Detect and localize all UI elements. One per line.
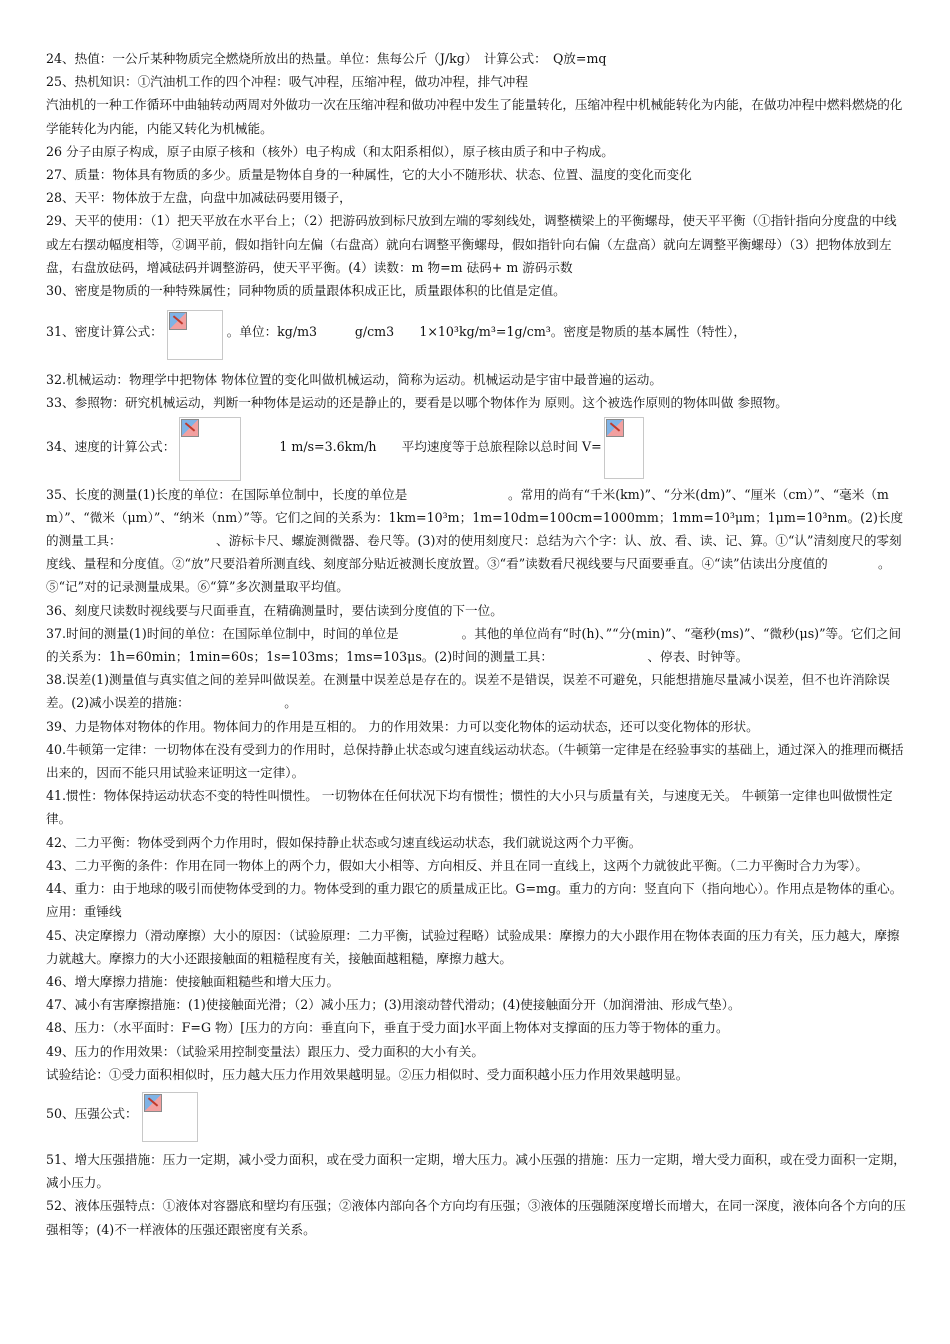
- item-52: 52、液体压强特点：①液体对容器底和壁均有压强；②液体内部向各个方向均有压强；③液体的压强随深度增长而增大，在同一深度，液体向各个方向的压强相等；(4)不一样液体的压强还跟密度有关系。: [46, 1198, 906, 1237]
- item-50-label: 50、压强公式：: [46, 1105, 138, 1121]
- item-26: 26 分子由原子构成，原子由原子核和（核外）电子构成（和太阳系相似），原子核由质子和中子构成。: [46, 143, 614, 159]
- broken-image-icon: [181, 419, 199, 437]
- speed-formula-image: [179, 417, 241, 481]
- item-30: 30、密度是物质的一种特殊属性；同种物质的质量跟体积成正比，质量跟体积的比值是定值。: [46, 283, 566, 299]
- average-speed-formula-image: [604, 417, 644, 479]
- item-32: 32.机械运动：物理学中把物体 物体位置的变化叫做机械运动，简称为运动。机械运动是宇宙中最普遍的运动。: [46, 372, 662, 388]
- pressure-formula-image: [142, 1092, 198, 1142]
- item-41: 41.惯性：物体保持运动状态不变的特性叫惯性。 一切物体在任何状况下均有惯性；惯性的大小只与质量有关，与速度无关。 牛顿第一定律也叫做惯性定律。: [46, 788, 893, 827]
- broken-image-icon: [606, 419, 624, 437]
- item-42: 42、二力平衡：物体受到两个力作用时，假如保持静止状态或匀速直线运动状态，我们就说这两个力平衡。: [46, 834, 642, 850]
- item-36: 36、刻度尺读数时视线要与尺面垂直，在精确测量时，要估读到分度值的下一位。: [46, 602, 503, 618]
- item-28: 28、天平：物体放于左盘，向盘中加减砝码要用镊子，: [46, 190, 352, 206]
- item-35: 35、长度的测量(1)长度的单位：在国际单位制中，长度的单位是 。常用的尚有“千米(km)”、“分米(dm)”、“厘米（cm）”、“毫米（mm）”、“微米（μm）”、“纳米（nm）”等。它们之间的关系为：1km=10³m；1m=10dm=100cm=1000mm；1mm=10³μm；1μm=10³nm。(2)长度的测量工具： 、游标卡尺、螺旋测微器、卷尺等。(3)对的使用刻度尺：总结为六个字：认、放、看、读、记、算。①“认”清刻度尺的零刻度线、量程和分度值。②“放”尺要沿着所测直线、刻度部分贴近被测长度放置。③“看”读数看尺视线要与尺面要垂直。④“读”估读出分度值的 。⑤“记”对的记录测量成果。⑥“算”多次测量取平均值。: [46, 486, 904, 595]
- item-34-label: 34、速度的计算公式：: [46, 438, 176, 454]
- item-33: 33、参照物：研究机械运动，判断一种物体是运动的还是静止的，要看是以哪个物体作为 原则。这个被选作原则的物体叫做 参照物。: [46, 395, 788, 411]
- item-37: 37.时间的测量(1)时间的单位：在国际单位制中，时间的单位是 。其他的单位尚有“时(h)、”“分(min)”、“毫秒(ms)”、“微秒(μs)”等。它们之间的关系为：1h=60min；1min=60s；1s=103ms；1ms=103μs。(2)时间的测量工具： 、停表、时钟等。: [46, 625, 902, 665]
- item-40: 40.牛顿第一定律：一切物体在没有受到力的作用时，总保持静止状态或匀速直线运动状态。（牛顿第一定律是在经验事实的基础上，通过深入的推理而概括出来的，因而不能只用试验来证明这一定律）。: [46, 741, 904, 781]
- item-49-heading: 49、压力的作用效果：（试验采用控制变量法）跟压力、受力面积的大小有关。: [46, 1043, 484, 1059]
- item-25-heading: 25、热机知识：①汽油机工作的四个冲程：吸气冲程，压缩冲程，做功冲程，排气冲程: [46, 74, 528, 90]
- item-49-conclusion: 试验结论：①受力面积相似时，压力越大压力作用效果越明显。②压力相似时、受力面积越小压力作用效果越明显。: [46, 1066, 689, 1082]
- item-39: 39、力是物体对物体的作用。物体间力的作用是互相的。 力的作用效果：力可以变化物体的运动状态，还可以变化物体的形状。: [46, 718, 759, 734]
- item-45: 45、决定摩擦力（滑动摩擦）大小的原因：（试验原理：二力平衡，试验过程略）试验成果：摩擦力的大小跟作用在物体表面的压力有关，压力越大，摩擦力就越大。摩擦力的大小还跟接触面的粗糙程度有关，接触面越粗糙，摩擦力越大。: [46, 927, 900, 966]
- item-34: [46, 417, 906, 481]
- item-25-body: 汽油机的一种工作循环中曲轴转动两周对外做功一次在压缩冲程和做功冲程中发生了能量转化，压缩冲程中机械能转化为内能，在做功冲程中燃料燃烧的化学能转化为内能，内能又转化为机械能。: [46, 97, 903, 136]
- item-48: 48、压力：（水平面时：F=G 物）[压力的方向：垂直向下，垂直于受力面]水平面上物体对支撑面的压力等于物体的重力。: [46, 1020, 729, 1036]
- item-29: 29、天平的使用：（1）把天平放在水平台上；（2）把游码放到标尺放到左端的零刻线处，调整横梁上的平衡螺母，使天平平衡（①指针指向分度盘的中线或左右摆动幅度相等，②调平前，假如指针向左偏（右盘高）就向右调整平衡螺母，假如指针向右偏（左盘高）就向左调整平衡螺母）（3）把物体放到左盘，右盘放砝码，增减砝码并调整游码，使天平平衡。(4）读数：m 物=m 砝码+ m 游码示数: [46, 213, 897, 275]
- item-51: 51、增大压强措施：压力一定期，减小受力面积，或在受力面积一定期，增大压力。减小压强的措施：压力一定期，增大受力面积，或在受力面积一定期，减小压力。: [46, 1151, 906, 1191]
- document-body: [46, 47, 906, 1241]
- item-24: 24、热值：一公斤某种物质完全燃烧所放出的热量。单位：焦每公斤（J/kg） 计算公式： Q放=mq: [46, 51, 607, 66]
- item-31: [46, 310, 906, 360]
- item-31-text: 。单位：kg/m3 g/cm3 1×10³kg/m³=1g/cm³。密度是物质的基本属性（特性），: [226, 324, 747, 340]
- item-34-text: 1 m/s=3.6km/h 平均速度等于总旅程除以总时间 V=: [279, 438, 602, 454]
- item-50: [46, 1092, 906, 1142]
- item-27: 27、质量：物体具有物质的多少。质量是物体自身的一种属性，它的大小不随形状、状态、位置、温度的变化而变化: [46, 167, 692, 183]
- density-formula-image: [167, 310, 223, 360]
- item-44: 44、重力：由于地球的吸引而使物体受到的力。物体受到的重力跟它的质量成正比。G=mg。重力的方向：竖直向下（指向地心）。作用点是物体的重心。应用：重锤线: [46, 881, 903, 920]
- item-31-label: 31、密度计算公式：: [46, 324, 163, 340]
- item-38: 38.误差(1)测量值与真实值之间的差异叫做误差。在测量中误差总是存在的。误差不是错误，误差不可避免，只能想措施尽量减小误差，但不也许消除误差。(2)减小误差的措施： 。: [46, 672, 890, 711]
- broken-image-icon: [144, 1094, 162, 1112]
- item-47: 47、减小有害摩擦措施：(1)使接触面光滑；（2）减小压力；(3)用滚动替代滑动；(4)使接触面分开（加润滑油、形成气垫）。: [46, 997, 741, 1013]
- item-43: 43、二力平衡的条件：作用在同一物体上的两个力，假如大小相等、方向相反、并且在同一直线上，这两个力就彼此平衡。（二力平衡时合力为零）。: [46, 857, 869, 873]
- broken-image-icon: [169, 312, 187, 330]
- item-46: 46、增大摩擦力措施：使接触面粗糙些和增大压力。: [46, 973, 340, 989]
